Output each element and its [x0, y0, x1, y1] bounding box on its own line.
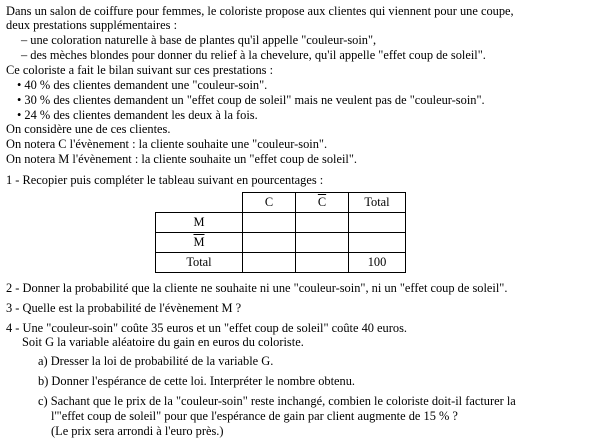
notation-m: On notera M l'évènement : la cliente souhaite un "effet coup de soleil". [6, 152, 358, 166]
cell-m-total [349, 213, 406, 233]
bullet-40-percent: • 40 % des clientes demandent une "couleur-soin". [17, 78, 268, 92]
cell-mbar-cbar [296, 233, 349, 253]
question-3: 3 - Quelle est la probabilité de l'évènement M ? [6, 301, 242, 315]
question-2: 2 - Donner la probabilité que la cliente ne souhaite ni une "couleur-soin", ni un "effet coup de soleil". [6, 281, 508, 295]
bullet-24-percent: • 24 % des clientes demandent les deux à la fois. [17, 108, 258, 122]
question-4c-line-3: (Le prix sera arrondi à l'euro près.) [51, 424, 224, 438]
question-4c-line-1: c) Sachant que le prix de la "couleur-soin" reste inchangé, combien le coloriste doit-il facturer la [38, 394, 516, 408]
cell-m-cbar [296, 213, 349, 233]
row-label-m: M [156, 213, 243, 233]
dash-item-coloration: – une coloration naturelle à base de plantes qu'il appelle "couleur-soin", [21, 33, 377, 47]
question-1: 1 - Recopier puis compléter le tableau suivant en pourcentages : [6, 173, 324, 187]
bullet-30-percent: • 30 % des clientes demandent un "effet coup de soleil" mais ne veulent pas de "couleur-soin". [17, 93, 485, 107]
intro-line-1: Dans un salon de coiffure pour femmes, le coloriste propose aux clientes qui viennent pour une coupe, [6, 4, 514, 18]
cell-mbar-total [349, 233, 406, 253]
cell-m-c [243, 213, 296, 233]
header-c-bar: $\overline{C}$ [296, 193, 349, 213]
question-4: 4 - Une "couleur-soin" coûte 35 euros et un "effet coup de soleil" coûte 40 euros. [6, 321, 407, 335]
notation-c: On notera C l'évènement : la cliente souhaite une "couleur-soin". [6, 137, 328, 151]
percentage-table [155, 192, 406, 273]
header-total: Total [349, 193, 406, 213]
question-4a: a) Dresser la loi de probabilité de la variable G. [38, 354, 274, 368]
cell-mbar-c [243, 233, 296, 253]
table-row-m [156, 213, 406, 233]
question-4b: b) Donner l'espérance de cette loi. Interpréter le nombre obtenu. [38, 374, 356, 388]
intro-line-2: deux prestations supplémentaires : [6, 18, 178, 32]
cell-total-total: 100 [349, 253, 406, 273]
cell-total-cbar [296, 253, 349, 273]
question-4-variable: Soit G la variable aléatoire du gain en euros du coloriste. [22, 335, 304, 349]
bilan-intro: Ce coloriste a fait le bilan suivant sur ces prestations : [6, 63, 274, 77]
table-header-row [156, 193, 406, 213]
row-label-total: Total [156, 253, 243, 273]
table-corner-cell [156, 193, 243, 213]
table-row-m-bar [156, 233, 406, 253]
question-4c-line-2: l'"effet coup de soleil" pour que l'espérance de gain par client augmente de 15 % ? [51, 409, 458, 423]
row-label-m-bar: $\overline{M}$ [156, 233, 243, 253]
table-row-total [156, 253, 406, 273]
consider-line: On considère une de ces clientes. [6, 122, 171, 136]
dash-item-meches: – des mèches blondes pour donner du relief à la chevelure, qu'il appelle "effet coup de soleil". [21, 48, 486, 62]
cell-total-c [243, 253, 296, 273]
header-c: C [243, 193, 296, 213]
